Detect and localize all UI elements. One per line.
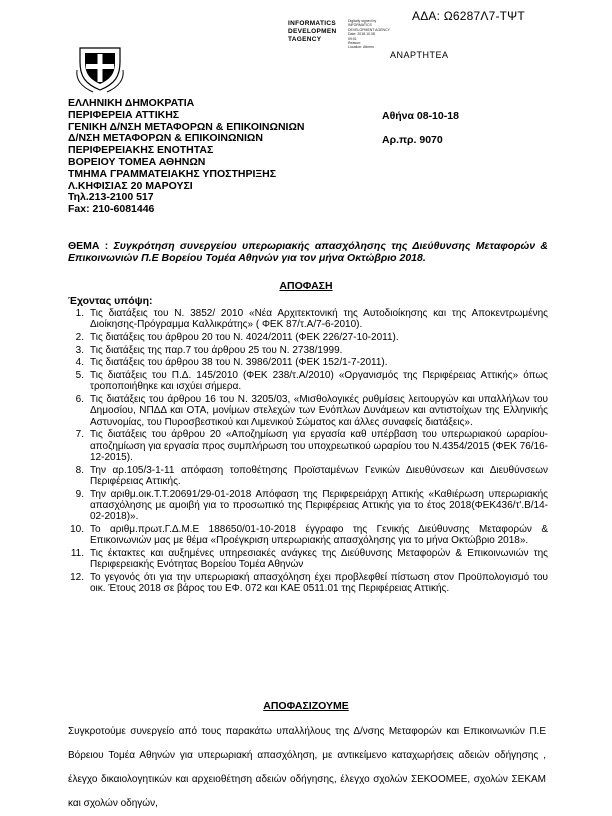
greek-emblem-icon	[73, 40, 127, 94]
ada-code: ΑΔΑ: Ω6287Λ7-ΤΨΤ	[412, 9, 525, 23]
item-number: 10.	[70, 523, 84, 535]
list-item	[68, 489, 548, 523]
informatics-label	[288, 20, 337, 44]
item-number: 4.	[75, 357, 84, 369]
posting-stamp: ΑΝΑΡΤΗΤΕΑ	[390, 50, 449, 60]
letterhead-line: Fax: 210-6081446	[68, 203, 155, 216]
list-item	[68, 308, 548, 331]
item-text: Το γεγονός ότι για την υπερωριακή απασχόληση έχει προβλεφθεί πίστωση στον Προϋπολογισμό του οικ. Έτους 2018 σε βάρος του ΕΦ. 072 και ΚΑΕ 0511.01 της Περιφέρειας Αττικής.	[90, 571, 548, 595]
list-item	[68, 332, 548, 343]
signature-line: Location: Athens	[348, 45, 374, 50]
subject-text: Συγκρότηση συνεργείου υπερωριακής απασχόλησης της Διεύθυνσης Μεταφορών & Επικοινωνιών Π.Ε Βορείου Τομέα Αθηνών για τον μήνα Οκτώβριο 2018.	[68, 240, 548, 264]
digital-signature-info	[348, 19, 390, 50]
subject-label: ΘΕΜΑ :	[68, 240, 109, 252]
item-text: Την αριθμ.οικ.Τ.Τ.20691/29-01-2018 Απόφαση της Περιφερειάρχη Αττικής «Καθιέρωση υπερωριακής απασχόλησης με αμοιβή για το προσωπικό της Περιφέρειας Αττικής για το έτος 2018(ΦΕΚ436/τ'.Β/14-02-2018)».	[90, 488, 548, 523]
item-text: Τις διατάξεις του Π.Δ. 145/2010 (ΦΕΚ 238/τ.Α/2010) «Οργανισμός της Περιφέρειας Αττικής» όπως τροποποιήθηκε και ισχύει σήμερα.	[90, 370, 548, 393]
informatics-line: DEVELOPMEN	[288, 28, 337, 35]
item-number: 1.	[75, 308, 84, 319]
list-item	[68, 429, 548, 463]
decision-body: Συγκροτούμε συνεργείο από τους παρακάτω υπαλλήλους της Δ/νσης Μεταφορών και Επικοινωνιών Π.Ε Βόρειου Τομέα Αθηνών για υπερωριακή απασχόληση, με αντικείμενο καταχωρήσεις αδειών οδήγησης , έλεγχο δικαιολογητικών και αρχειοθέτηση αδειών οδήγησης, έλεγχο σχολών ΣΕΚΟΟΜΕΕ, σχολών ΣΕΚΑΜ και σχολών οδηγών,	[68, 726, 546, 809]
item-number: 2.	[75, 331, 84, 343]
letterhead-line: ΕΛΛΗΝΙΚΗ ΔΗΜΟΚΡΑΤΙΑ	[68, 97, 195, 109]
informatics-line: TAGENCY	[288, 36, 322, 43]
letterhead-line: ΒΟΡΕΙΟΥ ΤΟΜΕΑ ΑΘΗΝΩΝ	[68, 155, 206, 168]
letterhead	[68, 98, 304, 216]
signature-line: DEVELOPMENT AGENCY	[348, 27, 390, 32]
letterhead-line: ΠΕΡΙΦΕΡΕΙΑΚΗΣ ΕΝΟΤΗΤΑΣ	[68, 144, 214, 157]
considering-heading: Έχοντας υπόψη:	[68, 295, 153, 307]
item-text: Τις διατάξεις του Ν. 3852/ 2010 «Νέα Αρχιτεκτονική της Αυτοδιοίκησης και της Αποκεντρωμένης Διοίκησης-Πρόγραμμα Καλλικράτης» ( ΦΕΚ 87/τ.Α/7-6-2010).	[90, 308, 548, 331]
item-number: 8.	[75, 464, 84, 476]
item-number: 12.	[70, 571, 84, 583]
letterhead-line: Τηλ.213-2100 517	[68, 191, 154, 204]
list-item	[68, 524, 548, 547]
item-text: Τις διατάξεις του άρθρου 38 του Ν. 3986/2011 (ΦΕΚ 152/1-7-2011).	[90, 357, 388, 369]
letterhead-line: ΤΜΗΜΑ ΓΡΑΜΜΑΤΕΙΑΚΗΣ ΥΠΟΣΤΗΡΙΞΗΣ	[68, 167, 277, 180]
document-date: Αθήνα 08-10-18	[382, 110, 459, 122]
item-text: Τις διατάξεις του άρθρου 16 του Ν. 3205/03, «Μισθολογικές ρυθμίσεις λειτουργών και υπαλλήλων του Δημοσίου, ΝΠΔΔ και ΟΤΑ, μονίμων στελεχών των Ενόπλων Δυνάμεων και αντιστοίχων της Ελληνικής Αστυνομίας, του Πυροσβεστικού και Λιμενικού Σώματος και άλλες συναφείς διατάξεις».	[90, 394, 548, 428]
we-decide-heading: ΑΠΟΦΑΣΙΖΟΥΜΕ	[263, 700, 349, 712]
informatics-line: INFORMATICS	[288, 20, 336, 27]
list-item	[68, 357, 548, 368]
subject	[68, 240, 548, 264]
signature-line: 09:01	[348, 36, 357, 41]
item-number: 11.	[70, 547, 84, 559]
item-text: Το αριθμ.πρωτ.Γ.Δ.Μ.Ε 188650/01-10-2018 έγγραφο της Γενικής Διεύθυνσης Μεταφορών & Επικοινωνιών μας με θέμα «Προέγκριση υπερωριακής απασχόλησης για το μήνα Οκτώβριο 2018».	[90, 523, 548, 547]
item-number: 5.	[75, 370, 84, 382]
decision-heading: ΑΠΟΦΑΣΗ	[279, 280, 333, 292]
signature-line: Digitally signed by	[348, 19, 377, 23]
letterhead-line: ΓΕΝΙΚΗ Δ/ΝΣΗ ΜΕΤΑΦΟΡΩΝ & ΕΠΙΚΟΙΝΩΝΙΩΝ	[68, 120, 305, 133]
item-number: 3.	[75, 344, 84, 356]
list-item	[68, 394, 548, 428]
item-number: 7.	[75, 429, 84, 441]
item-number: 9.	[75, 488, 84, 500]
letterhead-line: Λ.ΚΗΦΙΣΙΑΣ 20 ΜΑΡΟΥΣΙ	[68, 179, 193, 192]
item-text: Τις έκτακτες και αυξημένες υπηρεσιακές ανάγκες της Διεύθυνσης Μεταφορών & Επικοινωνιών της Περιφερειακής Ενότητας Βορείου Τομέα Αθηνών	[90, 547, 548, 571]
considerations-list	[68, 308, 548, 596]
protocol-number: Αρ.πρ. 9070	[382, 134, 443, 146]
signature-line: INFORMATICS	[348, 23, 372, 28]
list-item	[68, 572, 548, 595]
list-item	[68, 465, 548, 488]
item-number: 6.	[75, 394, 84, 406]
signature-line: Date: 2018.10.08	[348, 32, 375, 37]
item-text: Την αρ.105/3-1-11 απόφαση τοποθέτησης Προϊσταμένων Γενικών Διευθύνσεων και Διευθύνσεων Περιφέρειας Αττικής.	[90, 464, 548, 487]
letterhead-line: Δ/ΝΣΗ ΜΕΤΑΦΟΡΩΝ & ΕΠΙΚΟΙΝΩΝΙΩΝ	[68, 132, 263, 145]
letterhead-line: ΠΕΡΙΦΕΡΕΙΑ ΑΤΤΙΚΗΣ	[68, 108, 180, 121]
list-item	[68, 345, 548, 356]
item-text: Τις διατάξεις του άρθρου 20 «Αποζημίωση για εργασία καθ υπέρβαση του υπερωριακού ωραρίου-αποζημίωση για εργασία προς συμπλήρωση του υποχρεωτικού ωραρίου του Ν.4354/2015 (ΦΕΚ 76/16-12-2015).	[90, 429, 548, 463]
item-text: Τις διατάξεις του άρθρου 20 του Ν. 4024/2011 (ΦΕΚ 226/27-10-2011).	[90, 331, 399, 343]
list-item	[68, 370, 548, 393]
signature-line: Reason:	[348, 41, 362, 46]
list-item	[68, 548, 548, 571]
item-text: Τις διατάξεις της παρ.7 του άρθρου 25 του Ν. 2738/1999.	[90, 344, 343, 356]
